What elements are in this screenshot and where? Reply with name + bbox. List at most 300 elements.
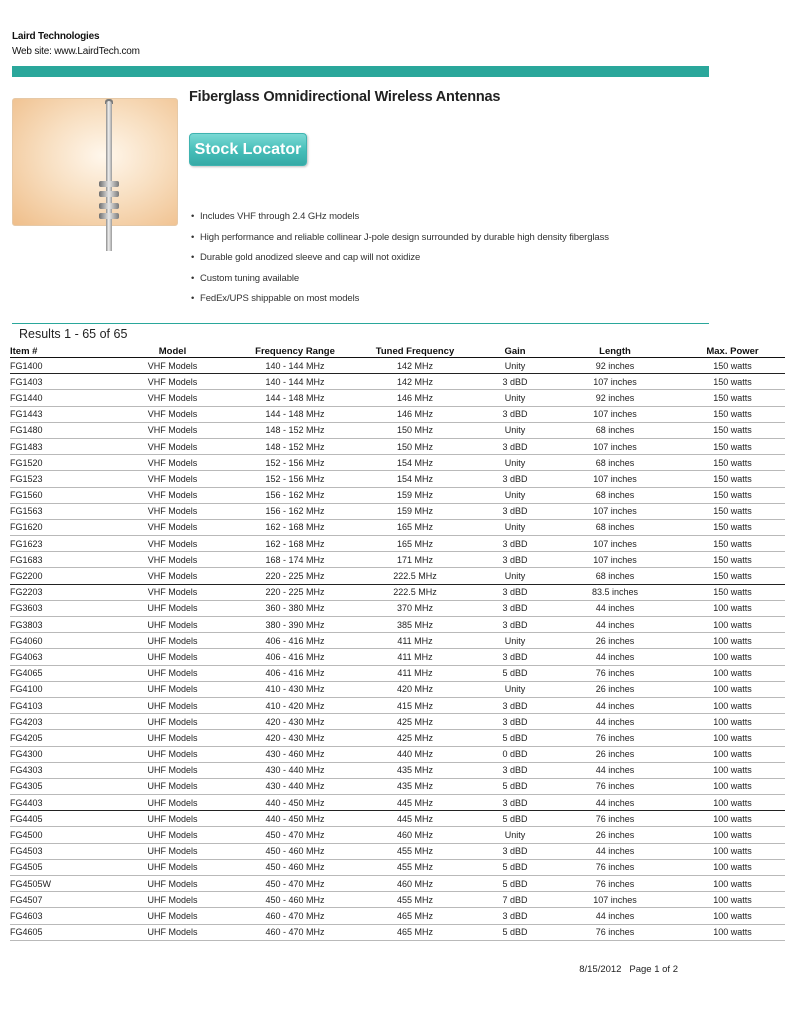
table-row	[10, 908, 785, 924]
length-cell: 107 inches	[550, 471, 680, 487]
feature-item	[191, 232, 609, 253]
table-row	[10, 746, 785, 762]
table-row	[10, 892, 785, 908]
section-divider	[12, 323, 709, 324]
table-row	[10, 827, 785, 843]
max-power-cell: 100 watts	[680, 714, 785, 730]
max-power-cell: 100 watts	[680, 649, 785, 665]
model-cell: UHF Models	[105, 795, 240, 811]
length-cell: 76 inches	[550, 778, 680, 794]
gain-cell: 5 dBD	[480, 811, 550, 827]
max-power-cell: 100 watts	[680, 665, 785, 681]
table-row	[10, 455, 785, 471]
gain-cell: 3 dBD	[480, 584, 550, 600]
length-cell: 44 inches	[550, 649, 680, 665]
model-cell: UHF Models	[105, 697, 240, 713]
column-header[interactable]: Model	[105, 345, 240, 358]
column-header[interactable]: Length	[550, 345, 680, 358]
frequency-range-cell: 220 - 225 MHz	[240, 568, 350, 584]
tuned-frequency-cell: 445 MHz	[350, 795, 480, 811]
model-cell: VHF Models	[105, 568, 240, 584]
table-row	[10, 795, 785, 811]
gain-cell: 7 dBD	[480, 892, 550, 908]
gain-cell: Unity	[480, 358, 550, 374]
frequency-range-cell: 156 - 162 MHz	[240, 503, 350, 519]
max-power-cell: 150 watts	[680, 584, 785, 600]
max-power-cell: 100 watts	[680, 795, 785, 811]
tuned-frequency-cell: 150 MHz	[350, 438, 480, 454]
model-cell: UHF Models	[105, 681, 240, 697]
frequency-range-cell: 140 - 144 MHz	[240, 358, 350, 374]
tuned-frequency-cell: 411 MHz	[350, 633, 480, 649]
table-row	[10, 762, 785, 778]
item-number-cell[interactable]: FG4405	[10, 811, 105, 827]
length-cell: 76 inches	[550, 924, 680, 940]
tuned-frequency-cell: 146 MHz	[350, 406, 480, 422]
model-cell: UHF Models	[105, 730, 240, 746]
antenna-icon	[106, 101, 112, 251]
bullet-icon: •	[191, 272, 195, 284]
mount-clamp	[99, 191, 119, 197]
table-row	[10, 374, 785, 390]
table-row	[10, 697, 785, 713]
frequency-range-cell: 406 - 416 MHz	[240, 649, 350, 665]
gain-cell: 3 dBD	[480, 406, 550, 422]
table-row	[10, 358, 785, 374]
table-row	[10, 843, 785, 859]
tuned-frequency-cell: 455 MHz	[350, 843, 480, 859]
length-cell: 68 inches	[550, 487, 680, 503]
gain-cell: 5 dBD	[480, 665, 550, 681]
item-number-cell[interactable]: FG1480	[10, 422, 105, 438]
item-number-cell[interactable]: FG4063	[10, 649, 105, 665]
model-cell: VHF Models	[105, 487, 240, 503]
max-power-cell: 100 watts	[680, 892, 785, 908]
frequency-range-cell: 430 - 460 MHz	[240, 746, 350, 762]
tuned-frequency-cell: 165 MHz	[350, 519, 480, 535]
max-power-cell: 150 watts	[680, 406, 785, 422]
mount-clamp	[99, 203, 119, 209]
item-number-cell[interactable]: FG1620	[10, 519, 105, 535]
tuned-frequency-cell: 435 MHz	[350, 778, 480, 794]
table-row	[10, 438, 785, 454]
frequency-range-cell: 440 - 450 MHz	[240, 795, 350, 811]
item-number-cell[interactable]: FG1400	[10, 358, 105, 374]
length-cell: 107 inches	[550, 536, 680, 552]
feature-list	[191, 211, 609, 314]
item-number-cell[interactable]: FG4507	[10, 892, 105, 908]
frequency-range-cell: 410 - 420 MHz	[240, 697, 350, 713]
tuned-frequency-cell: 425 MHz	[350, 730, 480, 746]
gain-cell: 3 dBD	[480, 552, 550, 568]
table-row	[10, 681, 785, 697]
tuned-frequency-cell: 460 MHz	[350, 827, 480, 843]
model-cell: VHF Models	[105, 422, 240, 438]
item-number-cell[interactable]: FG1683	[10, 552, 105, 568]
column-header[interactable]: Max. Power	[680, 345, 785, 358]
model-cell: VHF Models	[105, 358, 240, 374]
max-power-cell: 100 watts	[680, 746, 785, 762]
model-cell: UHF Models	[105, 649, 240, 665]
tuned-frequency-cell: 465 MHz	[350, 908, 480, 924]
max-power-cell: 100 watts	[680, 811, 785, 827]
item-number-cell[interactable]: FG1440	[10, 390, 105, 406]
frequency-range-cell: 440 - 450 MHz	[240, 811, 350, 827]
item-number-cell[interactable]: FG4505	[10, 859, 105, 875]
table-row	[10, 924, 785, 940]
table-row	[10, 876, 785, 892]
length-cell: 68 inches	[550, 455, 680, 471]
max-power-cell: 150 watts	[680, 358, 785, 374]
frequency-range-cell: 406 - 416 MHz	[240, 665, 350, 681]
gain-cell: 5 dBD	[480, 778, 550, 794]
model-cell: UHF Models	[105, 843, 240, 859]
gain-cell: 5 dBD	[480, 876, 550, 892]
item-number-cell[interactable]: FG4060	[10, 633, 105, 649]
model-cell: VHF Models	[105, 455, 240, 471]
table-row	[10, 390, 785, 406]
table-row	[10, 552, 785, 568]
frequency-range-cell: 450 - 460 MHz	[240, 843, 350, 859]
feature-item	[191, 252, 609, 273]
length-cell: 107 inches	[550, 503, 680, 519]
length-cell: 107 inches	[550, 406, 680, 422]
frequency-range-cell: 406 - 416 MHz	[240, 633, 350, 649]
table-row	[10, 617, 785, 633]
tuned-frequency-cell: 460 MHz	[350, 876, 480, 892]
length-cell: 44 inches	[550, 843, 680, 859]
length-cell: 44 inches	[550, 795, 680, 811]
max-power-cell: 100 watts	[680, 762, 785, 778]
length-cell: 26 inches	[550, 633, 680, 649]
table-row	[10, 811, 785, 827]
length-cell: 44 inches	[550, 617, 680, 633]
item-number-cell[interactable]: FG4303	[10, 762, 105, 778]
item-number-cell[interactable]: FG4205	[10, 730, 105, 746]
tuned-frequency-cell: 385 MHz	[350, 617, 480, 633]
tuned-frequency-cell: 435 MHz	[350, 762, 480, 778]
model-cell: VHF Models	[105, 503, 240, 519]
model-cell: VHF Models	[105, 438, 240, 454]
item-number-cell[interactable]: FG4065	[10, 665, 105, 681]
company-name: Laird Technologies	[12, 31, 100, 42]
bullet-icon: •	[191, 293, 195, 305]
max-power-cell: 100 watts	[680, 778, 785, 794]
length-cell: 26 inches	[550, 827, 680, 843]
gain-cell: 3 dBD	[480, 843, 550, 859]
gain-cell: Unity	[480, 487, 550, 503]
gain-cell: Unity	[480, 827, 550, 843]
item-number-cell[interactable]: FG4100	[10, 681, 105, 697]
length-cell: 107 inches	[550, 438, 680, 454]
max-power-cell: 150 watts	[680, 519, 785, 535]
length-cell: 68 inches	[550, 422, 680, 438]
gain-cell: 3 dBD	[480, 795, 550, 811]
length-cell: 107 inches	[550, 892, 680, 908]
tuned-frequency-cell: 150 MHz	[350, 422, 480, 438]
frequency-range-cell: 162 - 168 MHz	[240, 536, 350, 552]
length-cell: 44 inches	[550, 600, 680, 616]
item-number-cell[interactable]: FG4603	[10, 908, 105, 924]
max-power-cell: 100 watts	[680, 859, 785, 875]
model-cell: UHF Models	[105, 859, 240, 875]
model-cell: UHF Models	[105, 811, 240, 827]
frequency-range-cell: 410 - 430 MHz	[240, 681, 350, 697]
frequency-range-cell: 450 - 470 MHz	[240, 827, 350, 843]
item-number-cell[interactable]: FG4505W	[10, 876, 105, 892]
model-cell: UHF Models	[105, 762, 240, 778]
max-power-cell: 100 watts	[680, 617, 785, 633]
frequency-range-cell: 152 - 156 MHz	[240, 471, 350, 487]
product-image	[12, 98, 178, 226]
gain-cell: Unity	[480, 633, 550, 649]
tuned-frequency-cell: 159 MHz	[350, 503, 480, 519]
length-cell: 76 inches	[550, 811, 680, 827]
item-number-cell[interactable]: FG1520	[10, 455, 105, 471]
item-number-cell[interactable]: FG4203	[10, 714, 105, 730]
page-number: Page 1 of 2	[629, 964, 678, 975]
model-cell: VHF Models	[105, 536, 240, 552]
gain-cell: 5 dBD	[480, 924, 550, 940]
item-number-cell[interactable]: FG4305	[10, 778, 105, 794]
table-row	[10, 730, 785, 746]
feature-text: FedEx/UPS shippable on most models	[200, 293, 360, 305]
max-power-cell: 150 watts	[680, 552, 785, 568]
feature-text: Custom tuning available	[200, 272, 300, 284]
length-cell: 44 inches	[550, 762, 680, 778]
table-row	[10, 536, 785, 552]
frequency-range-cell: 450 - 470 MHz	[240, 876, 350, 892]
max-power-cell: 150 watts	[680, 374, 785, 390]
table-header-row	[10, 345, 785, 358]
item-number-cell[interactable]: FG1523	[10, 471, 105, 487]
gain-cell: 5 dBD	[480, 730, 550, 746]
gain-cell: Unity	[480, 422, 550, 438]
gain-cell: Unity	[480, 681, 550, 697]
length-cell: 107 inches	[550, 552, 680, 568]
item-number-cell[interactable]: FG4300	[10, 746, 105, 762]
website-line[interactable]: Web site: www.LairdTech.com	[12, 46, 140, 57]
max-power-cell: 150 watts	[680, 390, 785, 406]
frequency-range-cell: 144 - 148 MHz	[240, 406, 350, 422]
item-number-cell[interactable]: FG4403	[10, 795, 105, 811]
item-number-cell[interactable]: FG1403	[10, 374, 105, 390]
frequency-range-cell: 450 - 460 MHz	[240, 892, 350, 908]
length-cell: 68 inches	[550, 568, 680, 584]
frequency-range-cell: 140 - 144 MHz	[240, 374, 350, 390]
table-row	[10, 649, 785, 665]
model-cell: UHF Models	[105, 633, 240, 649]
model-cell: VHF Models	[105, 519, 240, 535]
mount-clamp	[99, 213, 119, 219]
frequency-range-cell: 162 - 168 MHz	[240, 519, 350, 535]
length-cell: 76 inches	[550, 859, 680, 875]
length-cell: 26 inches	[550, 681, 680, 697]
frequency-range-cell: 144 - 148 MHz	[240, 390, 350, 406]
item-number-cell[interactable]: FG3803	[10, 617, 105, 633]
frequency-range-cell: 152 - 156 MHz	[240, 455, 350, 471]
frequency-range-cell: 430 - 440 MHz	[240, 778, 350, 794]
column-header[interactable]: Gain	[480, 345, 550, 358]
frequency-range-cell: 220 - 225 MHz	[240, 584, 350, 600]
table-row	[10, 633, 785, 649]
feature-item	[191, 211, 609, 232]
max-power-cell: 150 watts	[680, 536, 785, 552]
length-cell: 68 inches	[550, 519, 680, 535]
max-power-cell: 150 watts	[680, 471, 785, 487]
gain-cell: 5 dBD	[480, 859, 550, 875]
model-cell: UHF Models	[105, 665, 240, 681]
column-header[interactable]: Tuned Frequency	[350, 345, 480, 358]
length-cell: 44 inches	[550, 908, 680, 924]
products-table	[10, 345, 785, 941]
feature-text: Includes VHF through 2.4 GHz models	[200, 211, 360, 222]
model-cell: VHF Models	[105, 584, 240, 600]
table-row	[10, 568, 785, 584]
max-power-cell: 100 watts	[680, 697, 785, 713]
feature-text: Durable gold anodized sleeve and cap will not oxidize	[200, 252, 421, 264]
model-cell: UHF Models	[105, 892, 240, 908]
max-power-cell: 150 watts	[680, 438, 785, 454]
model-cell: VHF Models	[105, 471, 240, 487]
length-cell: 92 inches	[550, 358, 680, 374]
frequency-range-cell: 460 - 470 MHz	[240, 924, 350, 940]
tuned-frequency-cell: 445 MHz	[350, 811, 480, 827]
length-cell: 76 inches	[550, 665, 680, 681]
frequency-range-cell: 168 - 174 MHz	[240, 552, 350, 568]
max-power-cell: 100 watts	[680, 843, 785, 859]
tuned-frequency-cell: 411 MHz	[350, 649, 480, 665]
footer	[579, 964, 678, 975]
frequency-range-cell: 420 - 430 MHz	[240, 730, 350, 746]
column-header[interactable]: Frequency Range	[240, 345, 350, 358]
item-number-cell[interactable]: FG4500	[10, 827, 105, 843]
tuned-frequency-cell: 411 MHz	[350, 665, 480, 681]
feature-item	[191, 293, 609, 314]
frequency-range-cell: 420 - 430 MHz	[240, 714, 350, 730]
max-power-cell: 150 watts	[680, 503, 785, 519]
model-cell: UHF Models	[105, 600, 240, 616]
item-number-cell[interactable]: FG4605	[10, 924, 105, 940]
model-cell: UHF Models	[105, 714, 240, 730]
gain-cell: 3 dBD	[480, 536, 550, 552]
table-row	[10, 471, 785, 487]
bullet-icon: •	[191, 231, 195, 243]
item-number-cell[interactable]: FG4103	[10, 697, 105, 713]
max-power-cell: 100 watts	[680, 681, 785, 697]
max-power-cell: 150 watts	[680, 487, 785, 503]
gain-cell: Unity	[480, 519, 550, 535]
model-cell: VHF Models	[105, 390, 240, 406]
length-cell: 107 inches	[550, 374, 680, 390]
item-number-cell[interactable]: FG4503	[10, 843, 105, 859]
model-cell: UHF Models	[105, 924, 240, 940]
model-cell: UHF Models	[105, 617, 240, 633]
item-number-cell[interactable]: FG2203	[10, 584, 105, 600]
column-header[interactable]: Item #	[10, 345, 105, 358]
max-power-cell: 100 watts	[680, 827, 785, 843]
model-cell: UHF Models	[105, 908, 240, 924]
gain-cell: 3 dBD	[480, 374, 550, 390]
length-cell: 83.5 inches	[550, 584, 680, 600]
table-row	[10, 714, 785, 730]
max-power-cell: 100 watts	[680, 633, 785, 649]
tuned-frequency-cell: 154 MHz	[350, 471, 480, 487]
model-cell: UHF Models	[105, 746, 240, 762]
max-power-cell: 100 watts	[680, 908, 785, 924]
item-number-cell[interactable]: FG1483	[10, 438, 105, 454]
tuned-frequency-cell: 415 MHz	[350, 697, 480, 713]
gain-cell: Unity	[480, 390, 550, 406]
page-title: Fiberglass Omnidirectional Wireless Antennas	[189, 89, 501, 105]
tuned-frequency-cell: 222.5 MHz	[350, 584, 480, 600]
frequency-range-cell: 380 - 390 MHz	[240, 617, 350, 633]
table-row	[10, 778, 785, 794]
mount-clamp	[99, 181, 119, 187]
gain-cell: 3 dBD	[480, 697, 550, 713]
item-number-cell[interactable]: FG1623	[10, 536, 105, 552]
max-power-cell: 100 watts	[680, 924, 785, 940]
gain-cell: 3 dBD	[480, 649, 550, 665]
max-power-cell: 150 watts	[680, 568, 785, 584]
tuned-frequency-cell: 165 MHz	[350, 536, 480, 552]
max-power-cell: 150 watts	[680, 422, 785, 438]
item-number-cell[interactable]: FG3603	[10, 600, 105, 616]
feature-item	[191, 273, 609, 294]
tuned-frequency-cell: 171 MHz	[350, 552, 480, 568]
table-row	[10, 665, 785, 681]
item-number-cell[interactable]: FG1560	[10, 487, 105, 503]
item-number-cell[interactable]: FG1563	[10, 503, 105, 519]
length-cell: 44 inches	[550, 697, 680, 713]
model-cell: VHF Models	[105, 374, 240, 390]
table-row	[10, 859, 785, 875]
tuned-frequency-cell: 465 MHz	[350, 924, 480, 940]
max-power-cell: 100 watts	[680, 730, 785, 746]
gain-cell: 3 dBD	[480, 908, 550, 924]
frequency-range-cell: 148 - 152 MHz	[240, 438, 350, 454]
gain-cell: 3 dBD	[480, 438, 550, 454]
model-cell: UHF Models	[105, 827, 240, 843]
max-power-cell: 100 watts	[680, 600, 785, 616]
item-number-cell[interactable]: FG2200	[10, 568, 105, 584]
gain-cell: 0 dBD	[480, 746, 550, 762]
length-cell: 44 inches	[550, 714, 680, 730]
item-number-cell[interactable]: FG1443	[10, 406, 105, 422]
tuned-frequency-cell: 420 MHz	[350, 681, 480, 697]
frequency-range-cell: 450 - 460 MHz	[240, 859, 350, 875]
tuned-frequency-cell: 440 MHz	[350, 746, 480, 762]
stock-locator-button[interactable]: Stock Locator	[189, 133, 307, 166]
tuned-frequency-cell: 455 MHz	[350, 892, 480, 908]
max-power-cell: 150 watts	[680, 455, 785, 471]
tuned-frequency-cell: 142 MHz	[350, 374, 480, 390]
table-row	[10, 406, 785, 422]
tuned-frequency-cell: 154 MHz	[350, 455, 480, 471]
gain-cell: Unity	[480, 568, 550, 584]
frequency-range-cell: 460 - 470 MHz	[240, 908, 350, 924]
table-row	[10, 422, 785, 438]
table-row	[10, 584, 785, 600]
frequency-range-cell: 148 - 152 MHz	[240, 422, 350, 438]
gain-cell: 3 dBD	[480, 471, 550, 487]
tuned-frequency-cell: 142 MHz	[350, 358, 480, 374]
length-cell: 76 inches	[550, 730, 680, 746]
model-cell: VHF Models	[105, 552, 240, 568]
frequency-range-cell: 156 - 162 MHz	[240, 487, 350, 503]
tuned-frequency-cell: 146 MHz	[350, 390, 480, 406]
length-cell: 76 inches	[550, 876, 680, 892]
